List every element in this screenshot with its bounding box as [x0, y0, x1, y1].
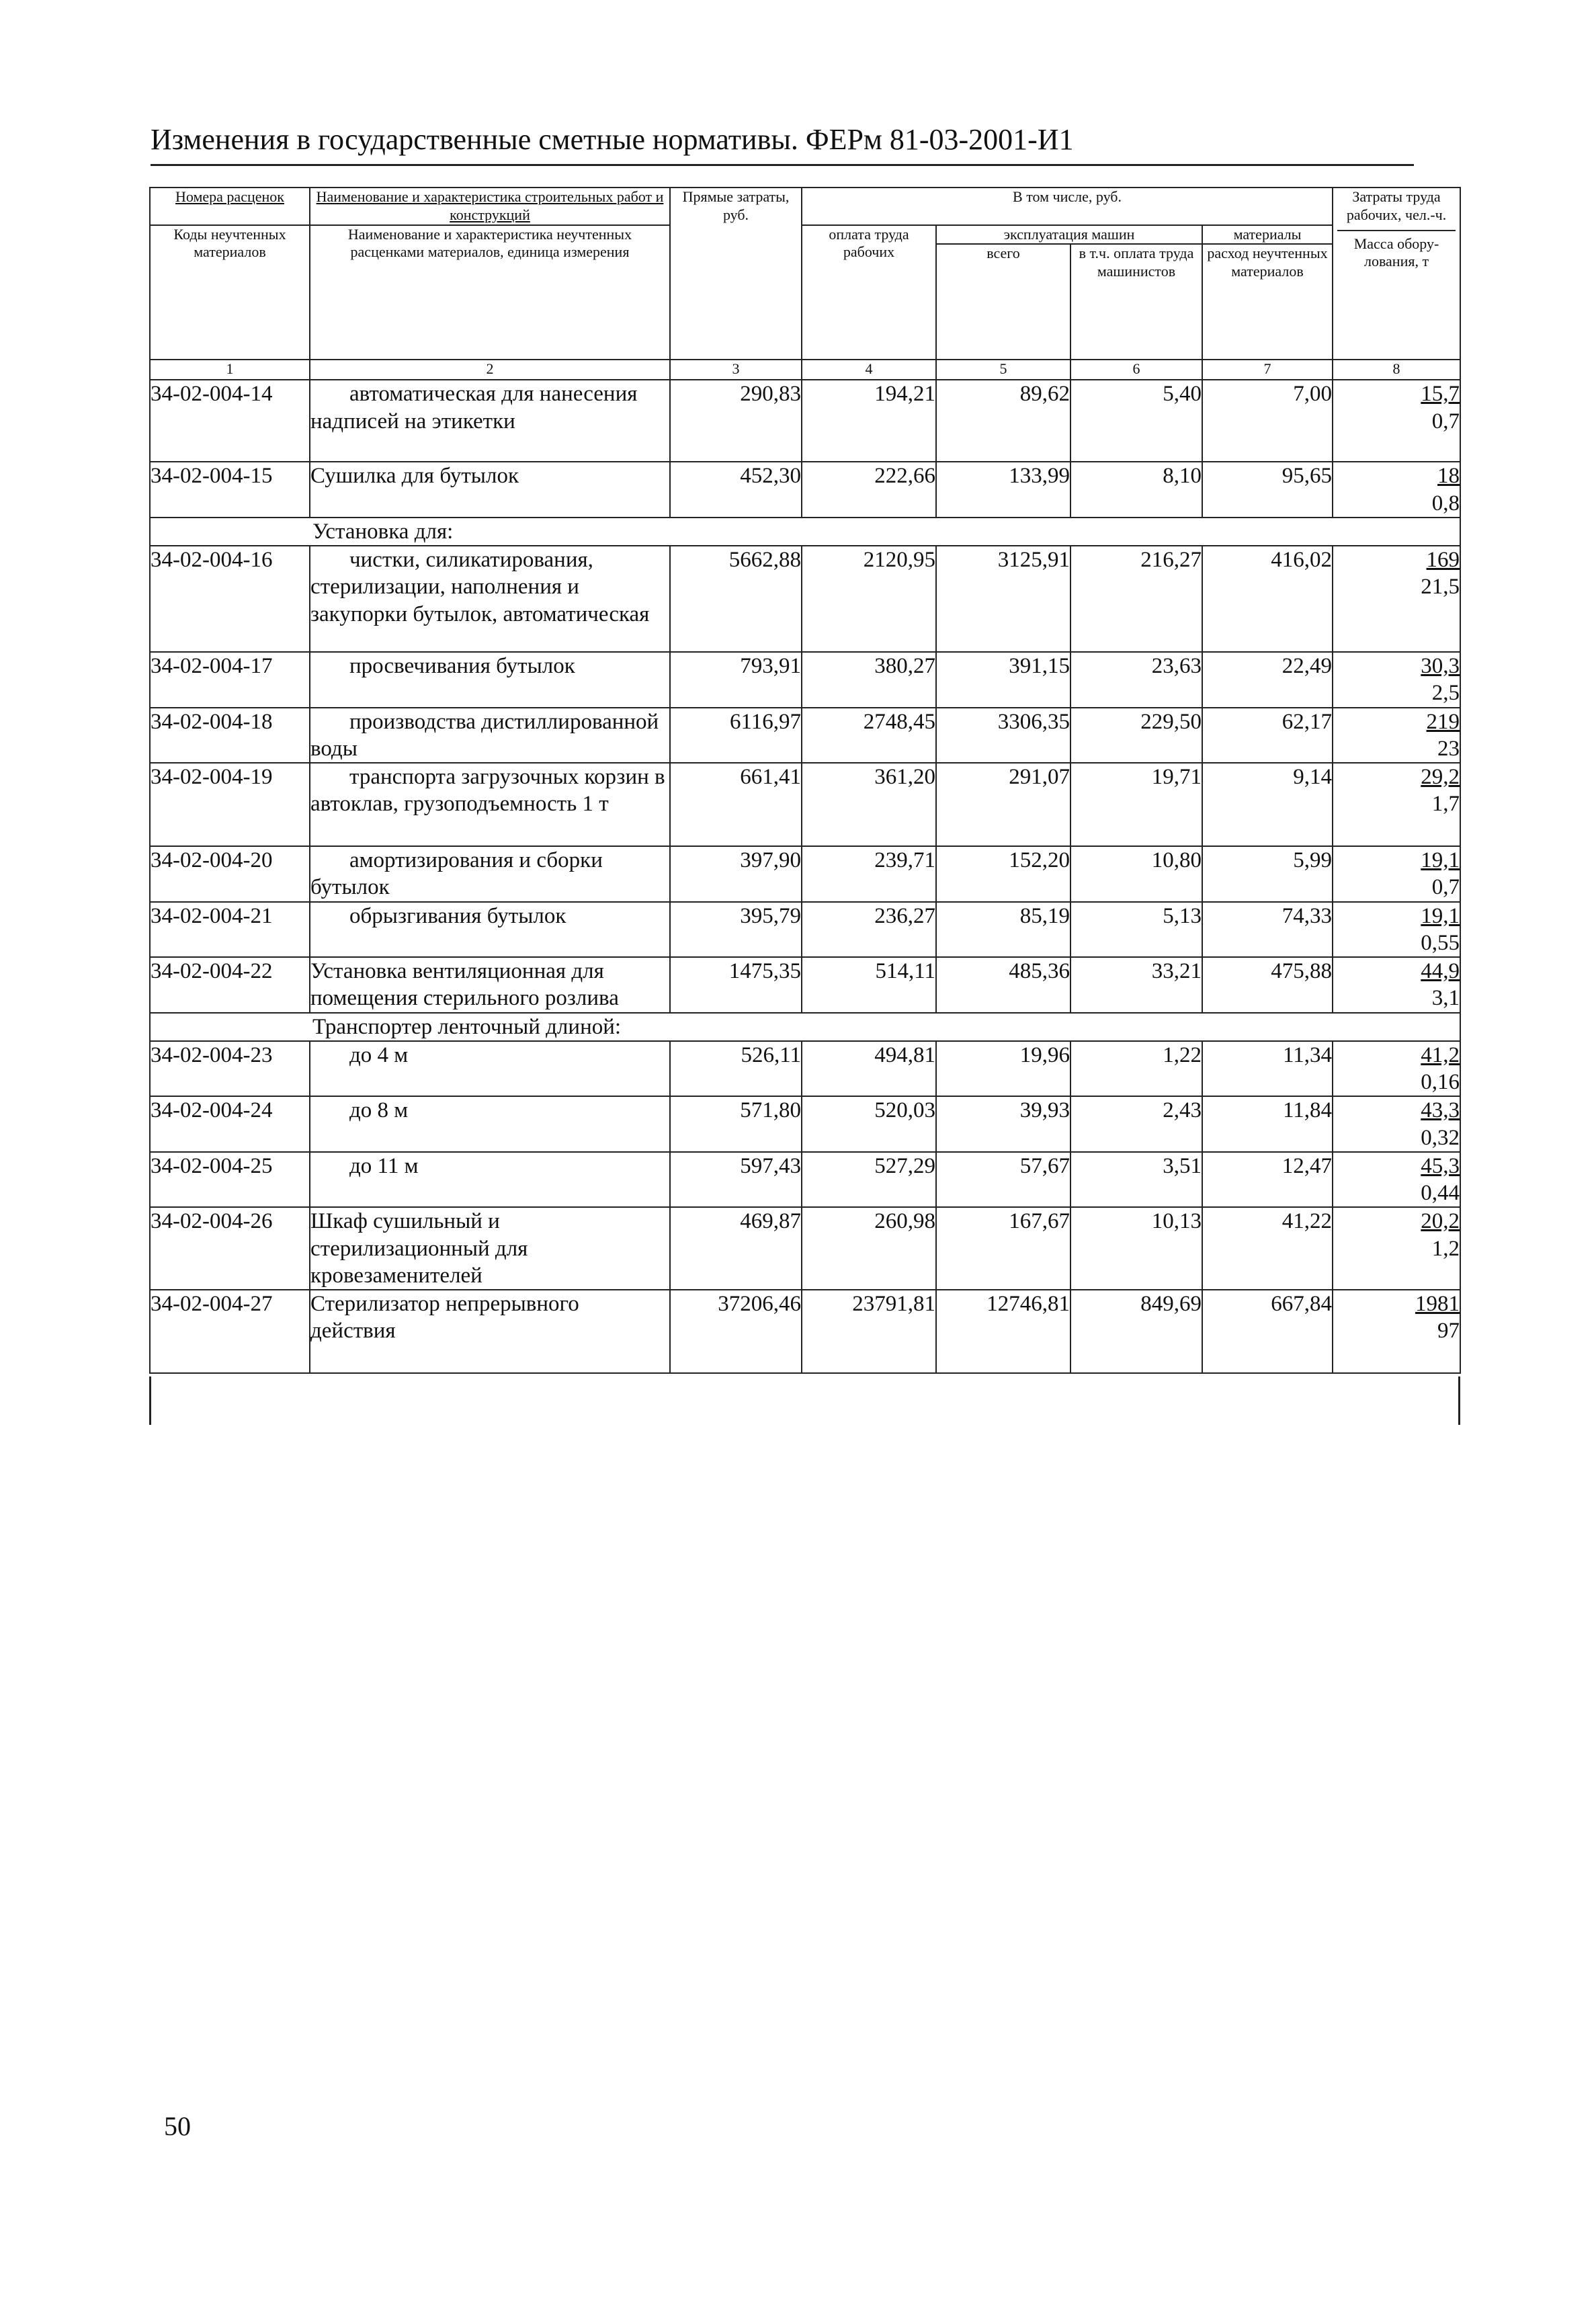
machine-total: 152,20: [936, 846, 1070, 902]
operator-wages: 849,69: [1070, 1290, 1202, 1373]
machine-total: 12746,81: [936, 1290, 1070, 1373]
worker-wages: 2748,45: [802, 708, 936, 764]
rate-code: 34-02-004-14: [150, 380, 310, 462]
table-row: [150, 1041, 1460, 1097]
direct-costs: 661,41: [670, 763, 802, 846]
rate-name: Стерилизатор непрерывного действия: [310, 1290, 670, 1373]
rates-table: [149, 187, 1461, 1374]
section-heading: Транспортер ленточный длиной:: [310, 1013, 1460, 1041]
header-worker-wages: оплата труда рабочих: [802, 225, 936, 360]
table-row: [150, 380, 1460, 462]
labour-and-mass: 19,1 0,7: [1333, 846, 1460, 902]
operator-wages: 23,63: [1070, 652, 1202, 708]
rate-code: 34-02-004-27: [150, 1290, 310, 1373]
header-machine-total: всего: [936, 244, 1070, 360]
labour-and-mass: 29,2 1,7: [1333, 763, 1460, 846]
worker-wages: 194,21: [802, 380, 936, 462]
direct-costs: 571,80: [670, 1096, 802, 1152]
rate-name: производства дистиллированной воды: [310, 708, 670, 764]
rate-code: 34-02-004-22: [150, 957, 310, 1013]
material-consumption: 7,00: [1202, 380, 1333, 462]
column-number: 5: [936, 360, 1070, 380]
column-number: 4: [802, 360, 936, 380]
operator-wages: 5,13: [1070, 902, 1202, 958]
machine-total: 291,07: [936, 763, 1070, 846]
labour-and-mass: 219 23: [1333, 708, 1460, 764]
worker-wages: 520,03: [802, 1096, 936, 1152]
material-consumption: 74,33: [1202, 902, 1333, 958]
material-consumption: 667,84: [1202, 1290, 1333, 1373]
header-operator-wages: в т.ч. оплата труда машинистов: [1070, 244, 1202, 360]
column-number: 8: [1333, 360, 1460, 380]
header-including: В том числе, руб.: [802, 188, 1333, 225]
direct-costs: 395,79: [670, 902, 802, 958]
table-row: [150, 1207, 1460, 1290]
operator-wages: 216,27: [1070, 546, 1202, 652]
material-consumption: 22,49: [1202, 652, 1333, 708]
header-rate-numbers: Номера расценок: [150, 188, 310, 225]
rate-code: 34-02-004-20: [150, 846, 310, 902]
labour-and-mass: 19,1 0,55: [1333, 902, 1460, 958]
direct-costs: 37206,46: [670, 1290, 802, 1373]
worker-wages: 222,66: [802, 462, 936, 518]
operator-wages: 8,10: [1070, 462, 1202, 518]
rate-name: до 11 м: [310, 1152, 670, 1208]
table-row: [150, 763, 1460, 846]
header-machine-operation: эксплуатация машин: [936, 225, 1202, 245]
worker-wages: 239,71: [802, 846, 936, 902]
worker-wages: 361,20: [802, 763, 936, 846]
labour-and-mass: 20,2 1,2: [1333, 1207, 1460, 1290]
direct-costs: 597,43: [670, 1152, 802, 1208]
machine-total: 3306,35: [936, 708, 1070, 764]
rate-code: 34-02-004-25: [150, 1152, 310, 1208]
machine-total: 3125,91: [936, 546, 1070, 652]
direct-costs: 1475,35: [670, 957, 802, 1013]
material-consumption: 12,47: [1202, 1152, 1333, 1208]
labour-and-mass: 41,2 0,16: [1333, 1041, 1460, 1097]
direct-costs: 290,83: [670, 380, 802, 462]
direct-costs: 793,91: [670, 652, 802, 708]
rate-name: просвечивания бутылок: [310, 652, 670, 708]
labour-and-mass: 169 21,5: [1333, 546, 1460, 652]
operator-wages: 33,21: [1070, 957, 1202, 1013]
machine-total: 57,67: [936, 1152, 1070, 1208]
table-row: [150, 1096, 1460, 1152]
table-row: [150, 462, 1460, 518]
header-material-codes: Коды неучтенных материалов: [150, 225, 310, 360]
direct-costs: 397,90: [670, 846, 802, 902]
page-title: Изменения в государственные сметные нормативы. ФЕРм 81-03-2001-И1: [151, 123, 1074, 156]
rate-name: амортизирования и сборки бутылок: [310, 846, 670, 902]
header-direct-costs: Прямые затраты, руб.: [670, 188, 802, 360]
worker-wages: 236,27: [802, 902, 936, 958]
rate-code: 34-02-004-18: [150, 708, 310, 764]
rate-code: 34-02-004-23: [150, 1041, 310, 1097]
machine-total: 39,93: [936, 1096, 1070, 1152]
header-materials: материалы: [1202, 225, 1333, 245]
material-consumption: 11,34: [1202, 1041, 1333, 1097]
rate-name: до 4 м: [310, 1041, 670, 1097]
header-labour-mass: Затраты труда рабочих, чел.-ч. Масса обору-лования, т: [1333, 188, 1460, 360]
rate-name: чистки, силикатирования, стерилизации, наполнения и закупорки бутылок, автоматическая: [310, 546, 670, 652]
direct-costs: 5662,88: [670, 546, 802, 652]
table-row: [150, 846, 1460, 902]
table-row: [150, 652, 1460, 708]
rate-code: 34-02-004-16: [150, 546, 310, 652]
rate-name: транспорта загрузочных корзин в автоклав, грузоподъемность 1 т: [310, 763, 670, 846]
section-heading: Установка для:: [310, 518, 1460, 546]
rate-code: 34-02-004-26: [150, 1207, 310, 1290]
table-continuation-line: [1458, 1376, 1460, 1425]
table-row: [150, 1290, 1460, 1373]
material-consumption: 5,99: [1202, 846, 1333, 902]
direct-costs: 526,11: [670, 1041, 802, 1097]
table-continuation-line: [149, 1376, 151, 1425]
labour-and-mass: 1981 97: [1333, 1290, 1460, 1373]
labour-and-mass: 15,7 0,7: [1333, 380, 1460, 462]
direct-costs: 6116,97: [670, 708, 802, 764]
operator-wages: 10,13: [1070, 1207, 1202, 1290]
material-consumption: 41,22: [1202, 1207, 1333, 1290]
machine-total: 19,96: [936, 1041, 1070, 1097]
worker-wages: 23791,81: [802, 1290, 936, 1373]
operator-wages: 229,50: [1070, 708, 1202, 764]
worker-wages: 2120,95: [802, 546, 936, 652]
table-row: [150, 1152, 1460, 1208]
labour-and-mass: 45,3 0,44: [1333, 1152, 1460, 1208]
worker-wages: 260,98: [802, 1207, 936, 1290]
rate-code: 34-02-004-17: [150, 652, 310, 708]
rate-name: Установка вентиляционная для помещения стерильного розлива: [310, 957, 670, 1013]
table-row: [150, 546, 1460, 652]
material-consumption: 11,84: [1202, 1096, 1333, 1152]
table-row: [150, 957, 1460, 1013]
rate-name: Сушилка для бутылок: [310, 462, 670, 518]
labour-and-mass: 30,3 2,5: [1333, 652, 1460, 708]
header-work-name: Наименование и характеристика строительных работ и конструкций: [310, 188, 670, 225]
material-consumption: 95,65: [1202, 462, 1333, 518]
machine-total: 85,19: [936, 902, 1070, 958]
operator-wages: 19,71: [1070, 763, 1202, 846]
column-number: 7: [1202, 360, 1333, 380]
labour-and-mass: 43,3 0,32: [1333, 1096, 1460, 1152]
column-number: 2: [310, 360, 670, 380]
worker-wages: 380,27: [802, 652, 936, 708]
title-rule: [151, 164, 1414, 166]
rate-name: автоматическая для нанесения надписей на этикетки: [310, 380, 670, 462]
operator-wages: 1,22: [1070, 1041, 1202, 1097]
labour-and-mass: 44,9 3,1: [1333, 957, 1460, 1013]
worker-wages: 494,81: [802, 1041, 936, 1097]
header-material-consumption: расход неучтенных материалов: [1202, 244, 1333, 360]
table-row: [150, 708, 1460, 764]
column-number: 3: [670, 360, 802, 380]
worker-wages: 527,29: [802, 1152, 936, 1208]
operator-wages: 5,40: [1070, 380, 1202, 462]
machine-total: 391,15: [936, 652, 1070, 708]
rate-code: 34-02-004-15: [150, 462, 310, 518]
rate-code: 34-02-004-19: [150, 763, 310, 846]
column-numbers-row: [150, 360, 1460, 380]
header-material-names: Наименование и характеристика неучтенных расценками материалов, единица измерения: [310, 225, 670, 360]
operator-wages: 3,51: [1070, 1152, 1202, 1208]
column-number: 1: [150, 360, 310, 380]
material-consumption: 416,02: [1202, 546, 1333, 652]
rate-name: Шкаф сушильный и стерилизационный для кровезаменителей: [310, 1207, 670, 1290]
direct-costs: 452,30: [670, 462, 802, 518]
operator-wages: 2,43: [1070, 1096, 1202, 1152]
machine-total: 167,67: [936, 1207, 1070, 1290]
material-consumption: 62,17: [1202, 708, 1333, 764]
rate-name: обрызгивания бутылок: [310, 902, 670, 958]
labour-and-mass: 18 0,8: [1333, 462, 1460, 518]
page-number: 50: [164, 2111, 191, 2141]
material-consumption: 9,14: [1202, 763, 1333, 846]
direct-costs: 469,87: [670, 1207, 802, 1290]
table-row: [150, 902, 1460, 958]
worker-wages: 514,11: [802, 957, 936, 1013]
material-consumption: 475,88: [1202, 957, 1333, 1013]
column-number: 6: [1070, 360, 1202, 380]
section-heading-row: [150, 518, 1460, 546]
operator-wages: 10,80: [1070, 846, 1202, 902]
machine-total: 485,36: [936, 957, 1070, 1013]
rate-name: до 8 м: [310, 1096, 670, 1152]
rate-code: 34-02-004-24: [150, 1096, 310, 1152]
rate-code: 34-02-004-21: [150, 902, 310, 958]
section-heading-row: [150, 1013, 1460, 1041]
machine-total: 89,62: [936, 380, 1070, 462]
machine-total: 133,99: [936, 462, 1070, 518]
